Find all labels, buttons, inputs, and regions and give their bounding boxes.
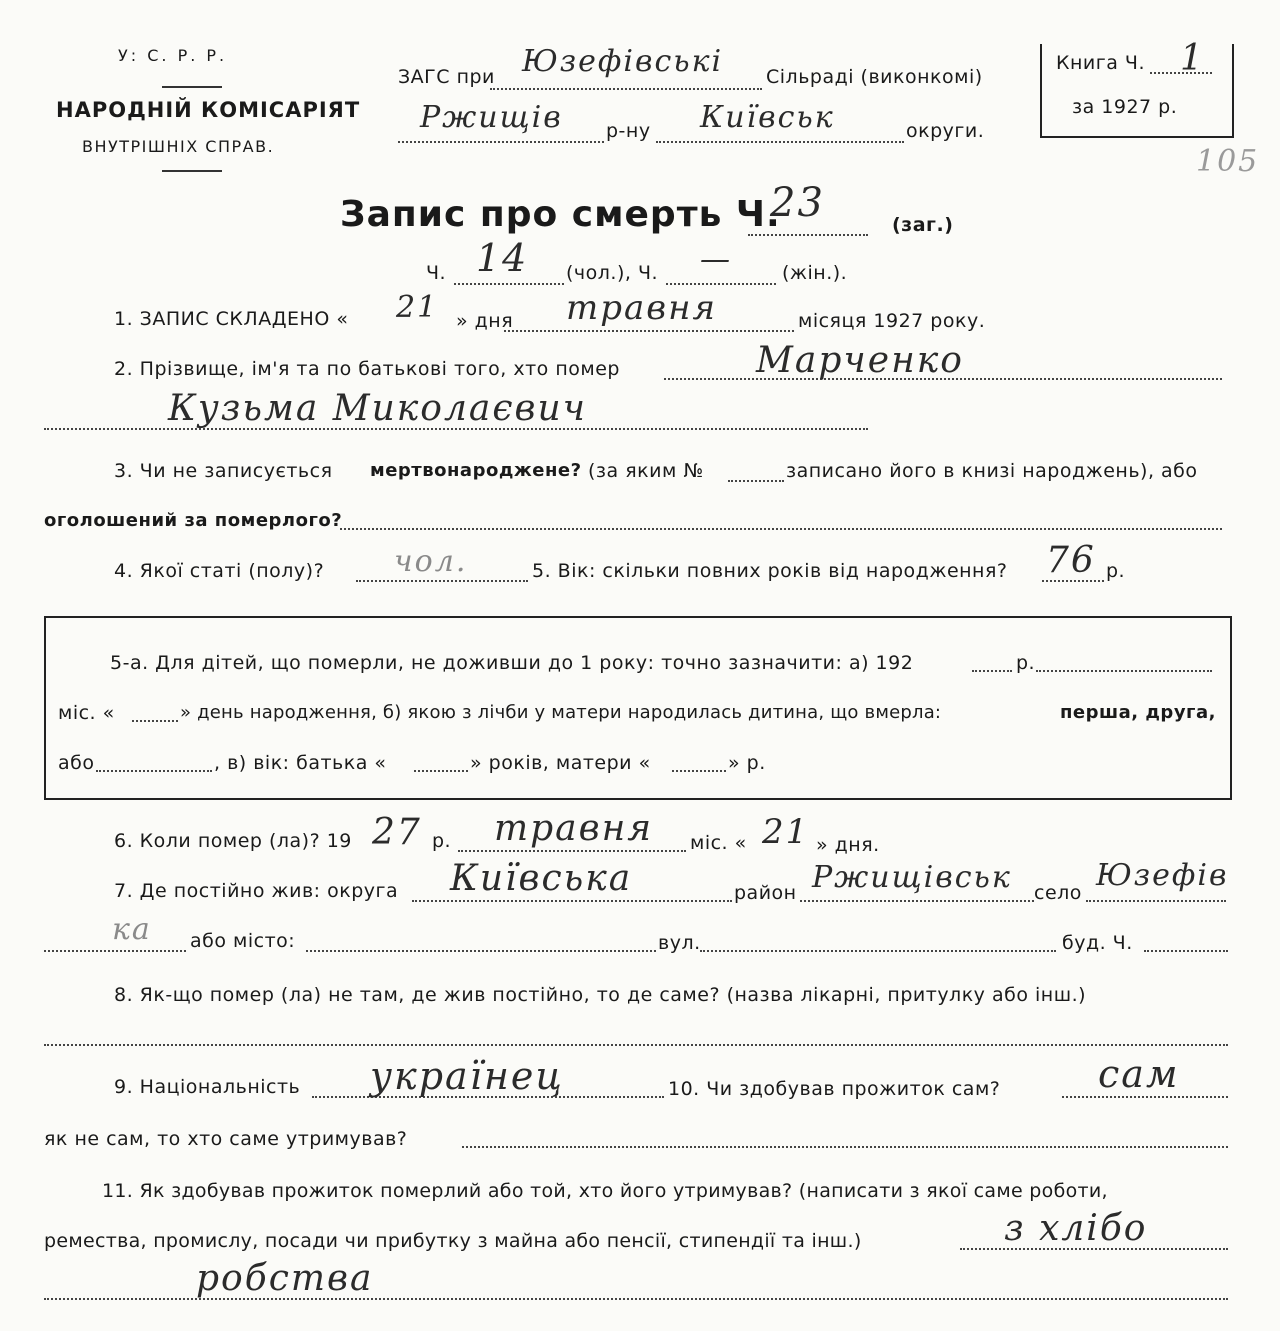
okruh-label: округи. [906,120,985,142]
f5a-line3d: » р. [728,752,766,774]
male-ch-label: Ч. [426,262,447,284]
f7-vul: вул. [658,932,701,954]
f3-rest2: записано його в книзі народжень), або [786,460,1198,482]
f11-line2: ремества, промислу, посади чи прибутку з майна або пенсії, стипендії та інш.) [44,1230,862,1252]
record-title: Запис про смерть Ч. [340,194,781,235]
header-rule-top [162,86,222,88]
f3-line2: оголошений за померлого? [44,510,343,531]
f5a-line3c: » років, матери « [470,752,651,774]
zags-village-value: Юзефівські [522,44,724,79]
raion-label: р-ну [606,120,651,142]
f10-line2-dots [462,1146,1228,1148]
ministry-subtitle: ВНУТРІШНІХ СПРАВ. [82,137,275,156]
f7-okruha: Київська [450,858,633,899]
f1-mid: » дня [456,310,514,332]
f9-label: 9. Національність [114,1076,301,1098]
f5a-line2a: міс. « [58,702,115,724]
f2-label: 2. Прізвище, ім'я та по батькові того, хто помер [114,358,620,380]
ministry-title: НАРОДНІЙ КОМІСАРІЯТ [56,98,361,122]
f7-selo2: ка [112,912,152,947]
f3-rest: (за яким № [588,460,704,482]
state-abbrev: У: С. Р. Р. [118,46,228,65]
f11-value1: з хлібо [1004,1208,1148,1249]
f6-r: р. [432,830,452,852]
f1-label: 1. ЗАПИС СКЛАДЕНО « [114,308,349,330]
f8-line [44,1044,1228,1046]
female-no-value: — [700,242,732,277]
f5-label: 5. Вік: скільки повних років від народження? [532,560,1008,582]
f7-raion: Ржищівськ [812,860,1012,895]
record-number-line [748,234,868,236]
male-no-value: 14 [476,236,529,280]
f3-bold: мертвонароджене? [370,460,582,481]
f2-name: Кузьма Миколаєвич [168,388,588,429]
f5a-line2-bold: перша, друга, [1060,702,1216,723]
f7-raion-label: район [734,882,797,904]
f7-bud: буд. Ч. [1062,932,1133,954]
f5-end: р. [1106,560,1126,582]
f5a-mother-line [672,770,726,772]
f5a-line1-end: р. [1016,652,1036,674]
f6-end: » дня. [816,834,880,856]
f7-raion-line [800,900,1034,902]
f10-line [1062,1096,1228,1098]
f7-selo-line [1086,900,1226,902]
book-year: за 1927 р. [1072,96,1178,118]
f10-line2: як не сам, то хто саме утримував? [44,1128,408,1150]
f10-value: сам [1098,1052,1180,1096]
f10-label: 10. Чи здобував прожиток сам? [668,1078,1001,1100]
zags-suffix: Сільраді (виконкомі) [766,66,983,88]
male-no-line [454,283,564,285]
record-zag: (заг.) [892,214,954,236]
book-number: 1 [1180,38,1205,79]
f7-okruha-line [412,900,732,902]
okruh-line [656,141,904,143]
f7-bud-line [1144,950,1228,952]
f1-month-line [504,330,794,332]
f6-mis: міс. « [690,832,747,854]
f5a-or-line [96,770,212,772]
f6-month-line [458,850,686,852]
f8-label: 8. Як-що помер (ла) не там, де жив постійно, то де саме? (назва лікарні, притулку або інш.) [114,984,1087,1006]
f5a-year-line [972,670,1012,672]
female-label: (жін.). [782,262,848,284]
f7-line2-dots [44,950,186,952]
header-rule-bottom [162,170,222,172]
f1-end: місяця 1927 року. [798,310,986,332]
f5a-father-line [414,770,468,772]
f11-value2: робства [196,1258,374,1299]
f1-month: травня [566,288,717,328]
male-label: (чол.), Ч. [566,262,659,284]
f2-surname: Марченко [756,340,964,381]
zags-prefix: ЗАГС при [398,66,495,88]
f3-no-line [728,480,784,482]
f3-line2-dots [340,528,1222,530]
record-number: 23 [770,180,825,226]
f5a-line1: 5-а. Для дітей, що померли, не доживши до 1 року: точно зазначити: а) 192 [110,652,914,674]
f4-value: чол. [394,544,468,579]
raion-line [398,141,604,143]
f1-day: 21 [396,290,439,325]
margin-note: 105 [1196,144,1260,179]
f5a-line3b: , в) вік: батька « [214,752,387,774]
f5a-day-line [132,720,178,722]
f5-value: 76 [1046,540,1096,581]
f6-day: 21 [762,812,810,852]
okruh-value: Київськ [700,100,835,135]
book-label: Книга Ч. [1056,52,1145,74]
f6-label: 6. Коли помер (ла)? 19 [114,830,352,852]
f6-month: травня [494,808,654,849]
f6-year: 27 [372,812,422,853]
f5a-line2b: » день народження, б) якою з лічби у матери народилась дитина, що вмерла: [180,702,942,723]
f3-label: 3. Чи не записується [114,460,333,482]
f7-label: 7. Де постійно жив: округа [114,880,399,902]
f4-line [356,580,528,582]
f5a-line1-dots [1036,670,1212,672]
female-no-line [666,283,776,285]
f9-value: українец [370,1054,564,1098]
f7-selo: Юзефів [1096,858,1229,893]
f11-line1: 11. Як здобував прожиток померлий або той, хто його утримував? (написати з якої саме роботи, [102,1180,1108,1202]
zags-village-line [490,88,762,90]
f7-misto: або місто: [190,930,296,952]
f5a-line3a: або [58,752,95,774]
f4-label: 4. Якої статі (полу)? [114,560,325,582]
f7-selo-label: село [1034,882,1082,904]
f7-vul-line [700,950,1056,952]
raion-value: Ржищів [420,100,563,135]
f7-misto-line [306,950,656,952]
